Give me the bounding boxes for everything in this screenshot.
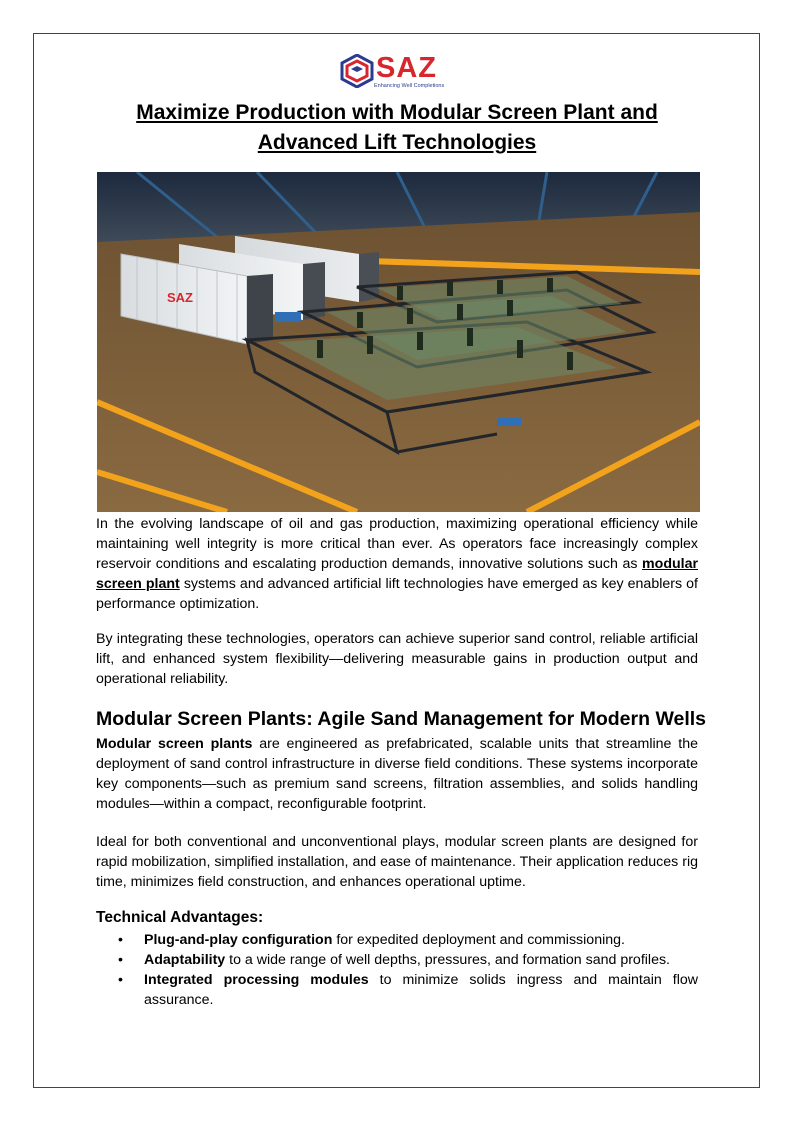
modular-screen-plant-image: [97, 172, 700, 512]
container-logo-text: SAZ: [167, 290, 193, 305]
title-line-1: Maximize Production with Modular Screen Plant and: [136, 101, 658, 124]
list-item-text: for expedited deployment and commissioning.: [332, 932, 625, 948]
bullet-icon: •: [118, 972, 123, 988]
list-item-text: to minimize solids ingress and maintain flow assurance.: [144, 972, 698, 1008]
list-item-bold: Adaptability: [144, 952, 226, 968]
modular-plants-paragraph: [96, 734, 698, 814]
modular-plants-bold: Modular screen plants: [96, 736, 253, 752]
intro-text-end: systems and advanced artificial lift technologies have emerged as key enablers of performance optimization.: [96, 576, 698, 612]
applications-paragraph: Ideal for both conventional and unconventional plays, modular screen plants are designed for rapid mobilization, simplified installation, and ease of maintenance. Their application reduces rig time, minimizes field construction, and enhances operational uptime.: [96, 834, 698, 890]
list-item: [96, 970, 698, 1010]
saz-logo-icon: [340, 54, 374, 88]
saz-logo: [340, 52, 456, 96]
modular-plants-text: are engineered as prefabricated, scalable units that streamline the deployment of sand control infrastructure in diverse field conditions. These systems incorporate key components—such as premium sand screens, filtration assemblies, and solids handling modules—within a compact, reconfigurable footprint.: [96, 736, 698, 812]
logo-wordmark: SAZ: [376, 52, 437, 84]
list-item: [96, 930, 698, 950]
bullet-icon: •: [118, 952, 123, 968]
list-item: [96, 950, 698, 970]
intro-text-start: In the evolving landscape of oil and gas production, maximizing operational efficiency while maintaining well integrity is more critical than ever. As operators face increasingly complex reservoir conditions and escalating production demands, innovative solutions such as: [96, 516, 698, 572]
page-title: [97, 98, 697, 158]
list-item-bold: Plug-and-play configuration: [144, 932, 333, 948]
logo-tagline: Enhancing Well Completions: [374, 83, 445, 89]
advantages-heading: Technical Advantages:: [96, 909, 264, 926]
list-item-text: to a wide range of well depths, pressures, and formation sand profiles.: [225, 952, 670, 968]
integration-paragraph: By integrating these technologies, operators can achieve superior sand control, reliable artificial lift, and enhanced system flexibility—delivering measurable gains in production output and operational reliability.: [96, 631, 698, 687]
title-line-2: Advanced Lift Technologies: [257, 131, 537, 154]
bullet-icon: •: [118, 932, 123, 948]
advantages-list: [96, 930, 698, 1010]
intro-paragraph: [96, 514, 698, 614]
section-heading: Modular Screen Plants: Agile Sand Management for Modern Wells: [96, 708, 707, 730]
modular-screen-plant-link[interactable]: modular screen plant: [96, 556, 698, 592]
list-item-bold: Integrated processing modules: [144, 972, 369, 988]
